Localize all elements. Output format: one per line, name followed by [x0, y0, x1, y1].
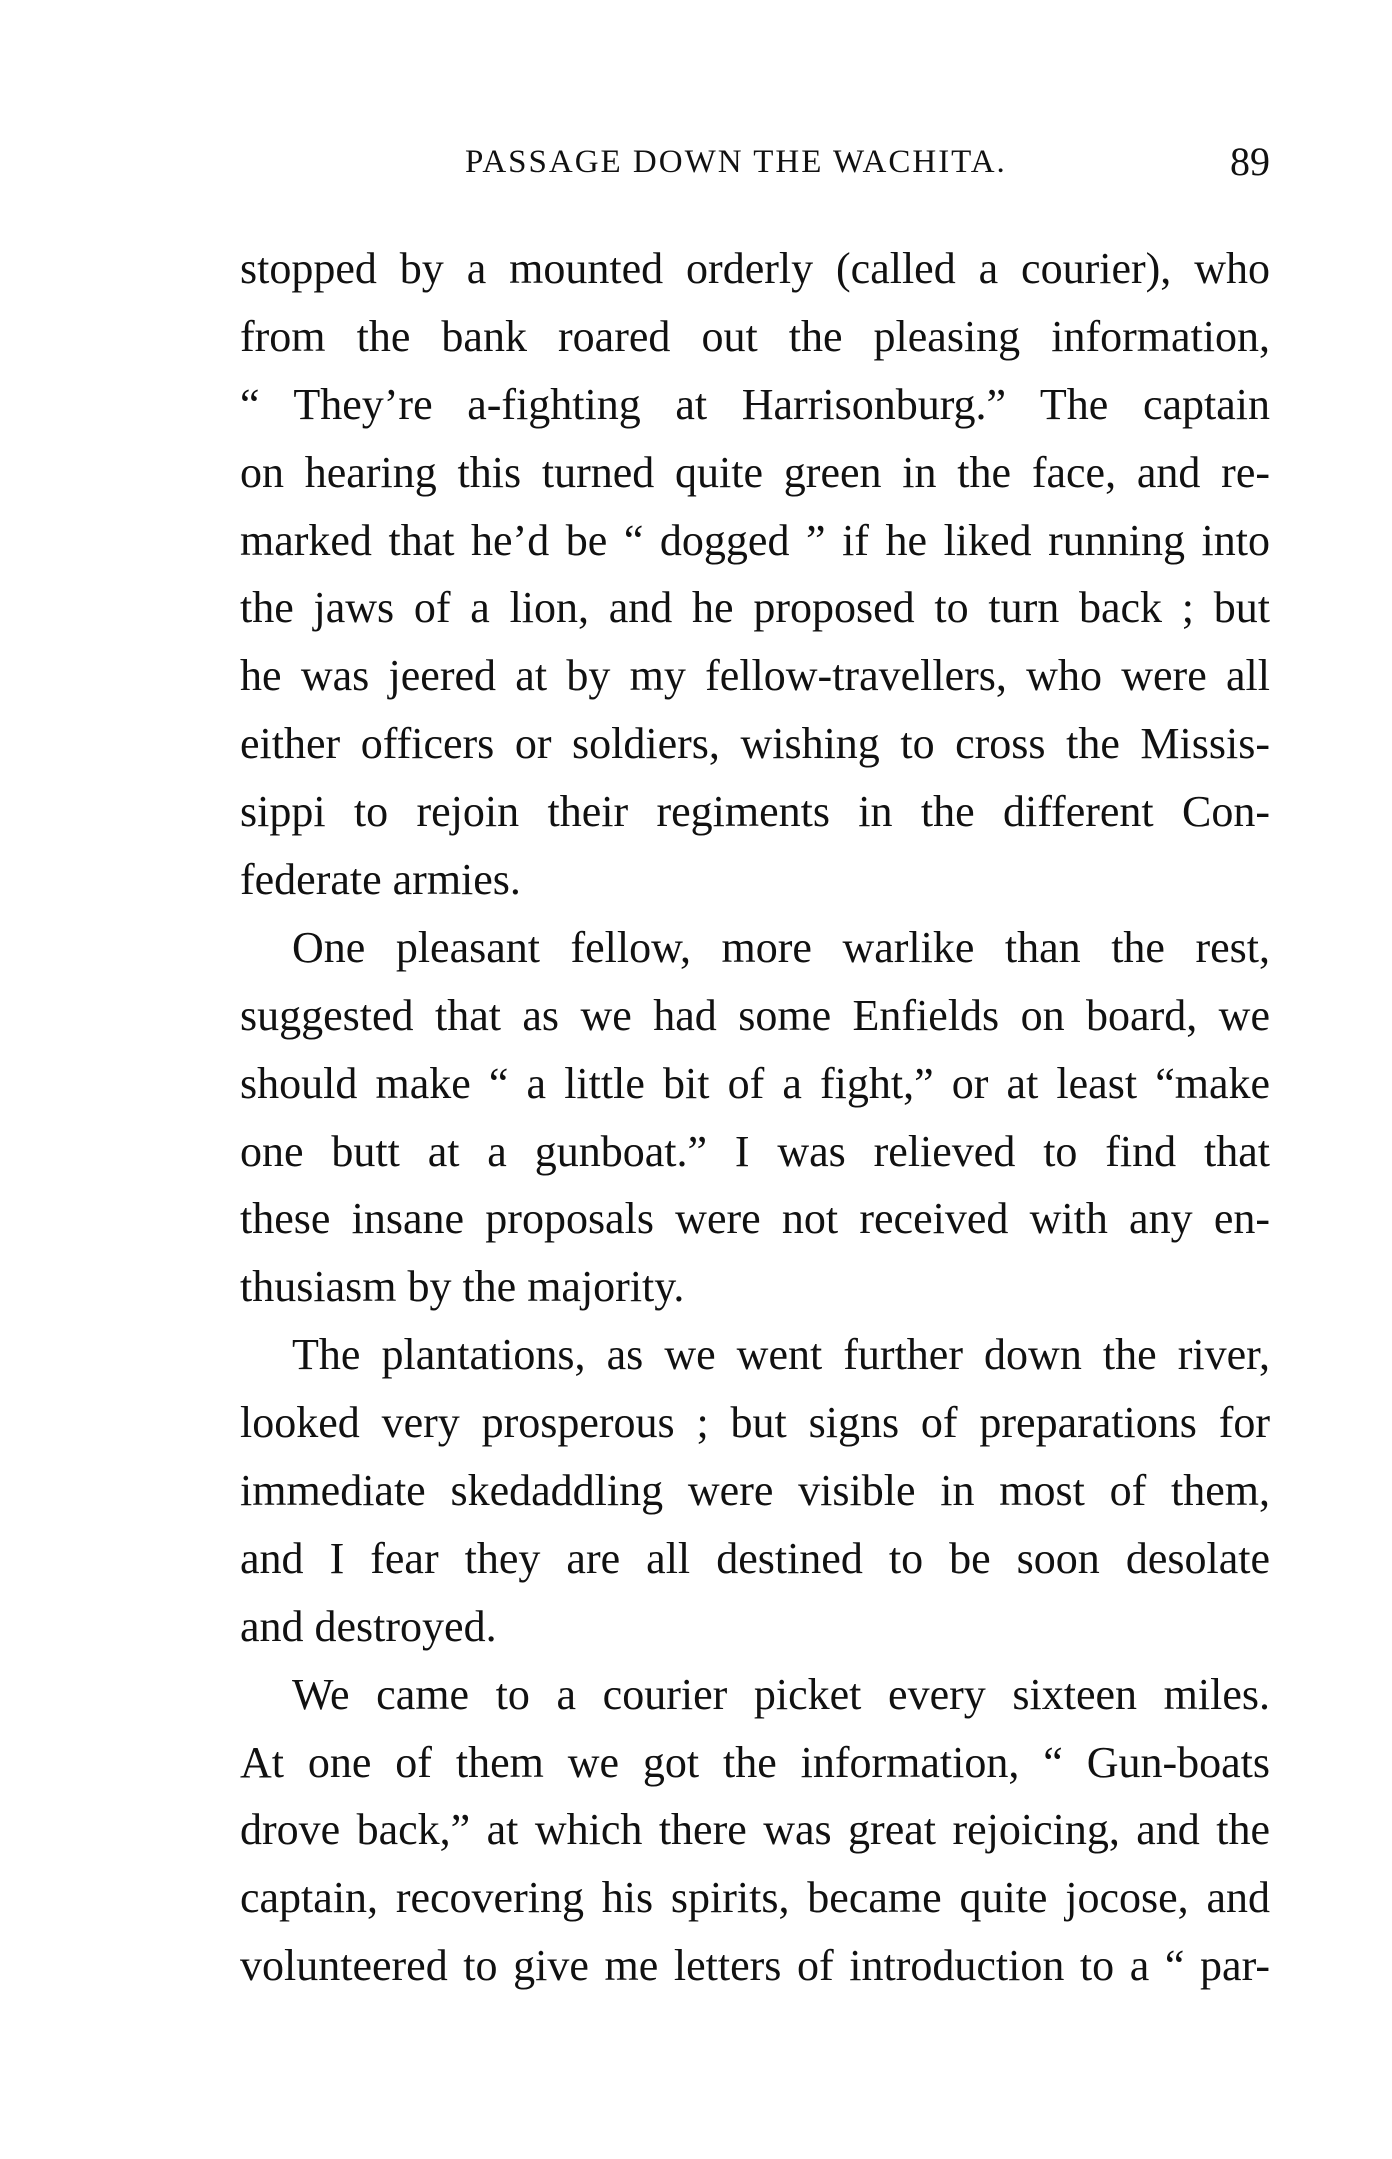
text-line: captain, recovering his spirits, became quite jocose, and [240, 1873, 1270, 1923]
text-line: federate armies. [240, 855, 521, 905]
text-line: At one of them we got the information, “ Gun-boats [240, 1737, 1270, 1787]
text-line: drove back,” at which there was great rejoicing, and the [240, 1805, 1270, 1855]
text-line: one butt at a gunboat.” I was relieved to find that [240, 1126, 1270, 1176]
text-line: One pleasant fellow, more warlike than the rest, [292, 922, 1270, 972]
text-line: The plantations, as we went further down the river, [292, 1330, 1270, 1380]
paragraph-1 [240, 235, 1270, 914]
text-line: and I fear they are all destined to be soon desolate [240, 1533, 1270, 1583]
paragraph-2 [240, 914, 1270, 1321]
text-line: looked very prosperous ; but signs of preparations for [240, 1398, 1270, 1448]
text-line: thusiasm by the majority. [240, 1262, 685, 1312]
page-number: 89 [1230, 139, 1270, 184]
text-line: these insane proposals were not received with any en- [240, 1194, 1270, 1244]
text-line: “ They’re a-fighting at Harrisonburg.” The captain [240, 379, 1270, 429]
body-text [240, 235, 1270, 2000]
running-head: PASSAGE DOWN THE WACHITA. [465, 144, 1007, 180]
paragraph-3 [240, 1321, 1270, 1660]
text-line: and destroyed. [240, 1601, 497, 1651]
text-line: he was jeered at by my fellow-travellers, who were all [240, 651, 1270, 701]
text-line: marked that he’d be “ dogged ” if he liked running into [240, 515, 1270, 565]
text-line: should make “ a little bit of a fight,” or at least “make [240, 1058, 1270, 1108]
text-line: immediate skedaddling were visible in most of them, [240, 1466, 1270, 1516]
page-header [240, 138, 1270, 198]
text-line: We came to a courier picket every sixteen miles. [292, 1669, 1270, 1719]
paragraph-4 [240, 1661, 1270, 2000]
text-line: suggested that as we had some Enfields on board, we [240, 990, 1270, 1040]
text-line: sippi to rejoin their regiments in the different Con- [240, 787, 1270, 837]
text-line: stopped by a mounted orderly (called a courier), who [240, 244, 1270, 293]
text-line: volunteered to give me letters of introduction to a “ par- [240, 1941, 1270, 1991]
text-line: from the bank roared out the pleasing information, [240, 311, 1270, 361]
text-line: either officers or soldiers, wishing to cross the Missis- [240, 719, 1270, 769]
text-line: on hearing this turned quite green in the face, and re- [240, 447, 1270, 497]
text-line: the jaws of a lion, and he proposed to turn back ; but [240, 583, 1270, 633]
